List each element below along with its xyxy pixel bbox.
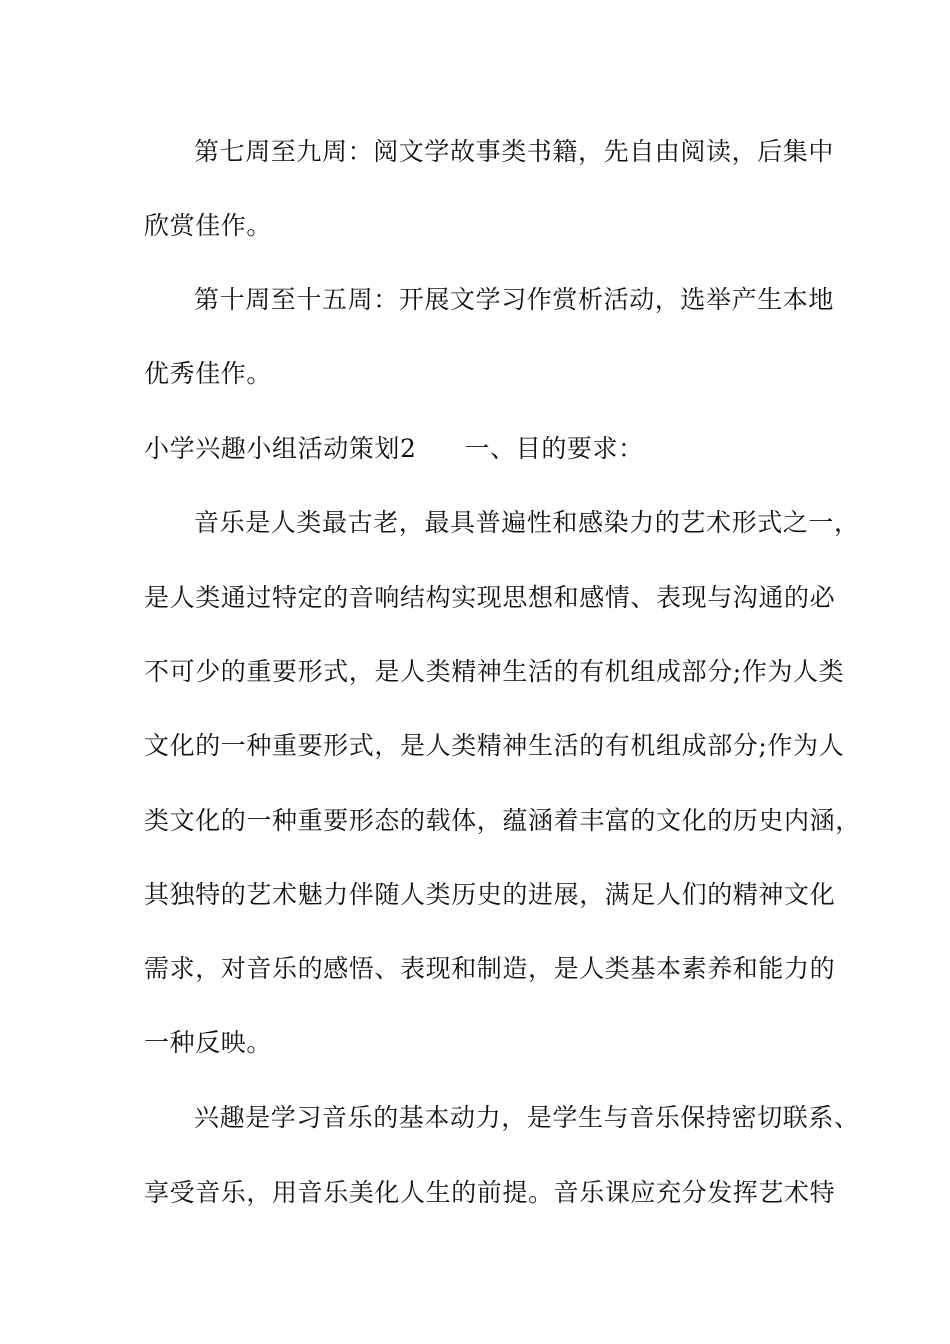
paragraph-line: 优秀佳作。 (144, 359, 273, 388)
paragraph-line: 文化的一种重要形式，是人类精神生活的有机组成部分;作为人 (144, 731, 845, 760)
paragraph-line: 音乐是人类最古老，最具普遍性和感染力的艺术形式之一， (194, 508, 860, 537)
paragraph-line: 类文化的一种重要形态的载体，蕴涵着丰富的文化的历史内涵， (144, 806, 861, 835)
paragraph-line: 第七周至九周：阅文学故事类书籍，先自由阅读，后集中 (194, 137, 835, 166)
paragraph-line: 第十周至十五周：开展文学习作赏析活动，选举产生本地 (194, 285, 835, 314)
paragraph-line: 一种反映。 (144, 1028, 273, 1057)
paragraph-line: 是人类通过特定的音响结构实现思想和感情、表现与沟通的必 (144, 583, 836, 612)
subsection-title: 一、目的要求： (464, 434, 644, 463)
paragraph-line: 不可少的重要形式，是人类精神生活的有机组成部分;作为人类 (144, 657, 845, 686)
paragraph-line: 需求，对音乐的感悟、表现和制造，是人类基本素养和能力的 (144, 954, 836, 983)
paragraph-line: 享受音乐，用音乐美化人生的前提。音乐课应充分发挥艺术特 (144, 1178, 836, 1207)
section-heading-line (144, 434, 834, 464)
paragraph-line: 其独特的艺术魅力伴随人类历史的进展，满足人们的精神文化 (144, 880, 836, 909)
paragraph-line: 兴趣是学习音乐的基本动力，是学生与音乐保持密切联系、 (194, 1103, 860, 1132)
section-title: 小学兴趣小组活动策划2 (144, 434, 417, 463)
paragraph-line: 欣赏佳作。 (144, 211, 273, 240)
